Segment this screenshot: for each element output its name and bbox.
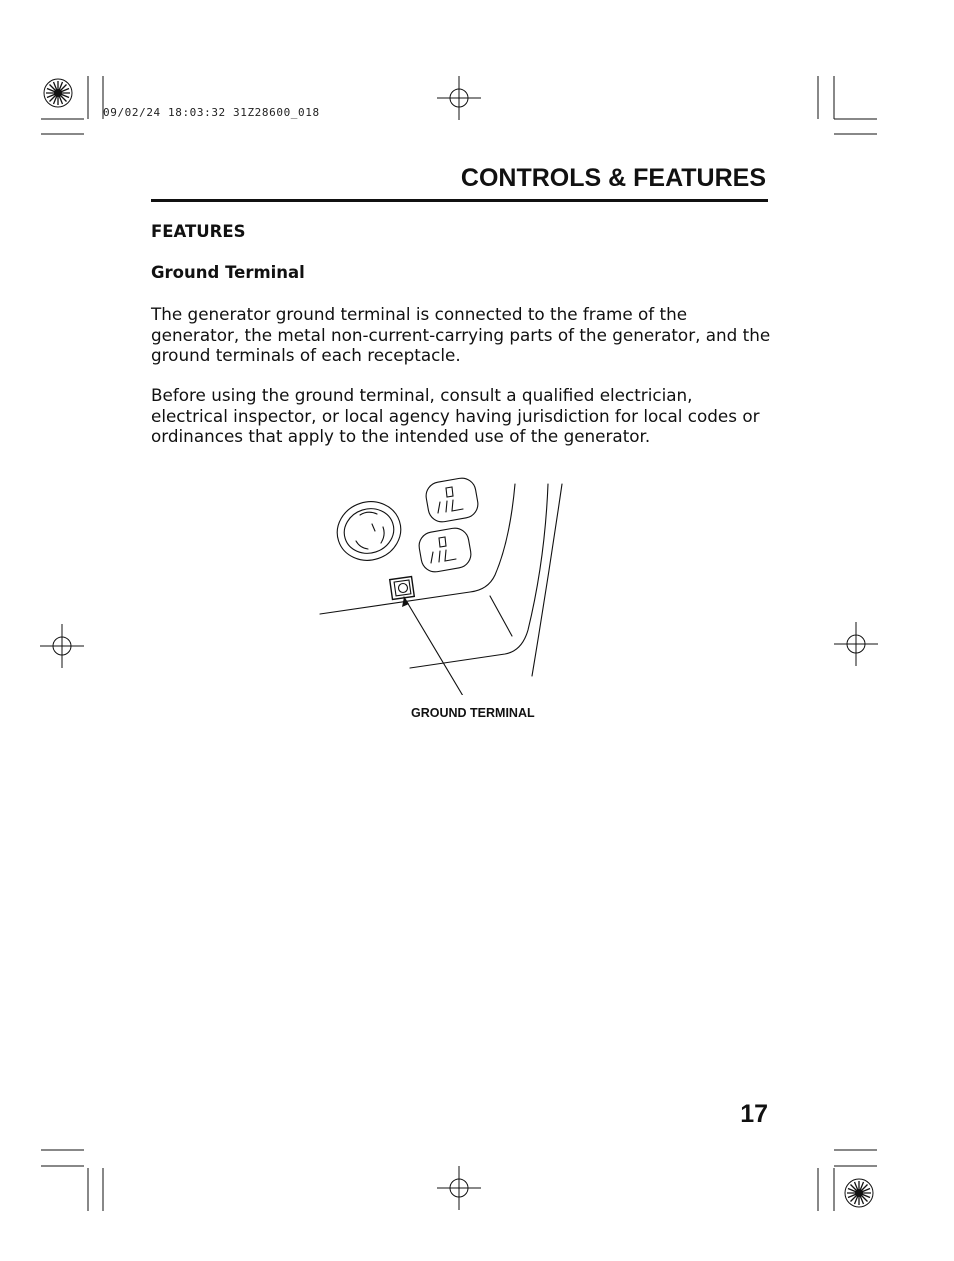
duplex-outlet-upper-icon (424, 476, 480, 524)
registration-mark-right (834, 622, 878, 666)
registration-mark-bottom (437, 1166, 481, 1210)
page-title: CONTROLS & FEATURES (460, 164, 766, 192)
ground-terminal-icon (390, 577, 415, 600)
paragraph-ground-terminal-description: The generator ground terminal is connected to the frame of the generator, the metal non-current-carrying parts of the generator, and the ground terminals of each receptacle. (151, 304, 771, 365)
callout-leader-line (404, 597, 469, 695)
starburst-target-top-left (44, 79, 72, 107)
page-number: 17 (740, 1100, 768, 1128)
paragraph-consult-electrician: Before using the ground terminal, consult a qualified electrician, electrical inspector, or local agency having jurisdiction for local codes or ordinances that apply to the intended use of the generator. (151, 385, 760, 446)
generator-panel-illustration (300, 470, 600, 695)
starburst-target-bottom-right (845, 1179, 873, 1207)
print-info: 09/02/24 18:03:32 31Z28600_018 (103, 106, 320, 119)
twist-lock-receptacle-icon (330, 494, 409, 569)
registration-mark-top (437, 76, 481, 120)
registration-mark-left (40, 624, 84, 668)
subsection-heading: Ground Terminal (151, 263, 305, 282)
duplex-outlet-lower-icon (417, 526, 473, 574)
ground-terminal-callout: GROUND TERMINAL (411, 706, 535, 720)
section-heading: FEATURES (151, 222, 246, 241)
title-rule (151, 199, 768, 202)
